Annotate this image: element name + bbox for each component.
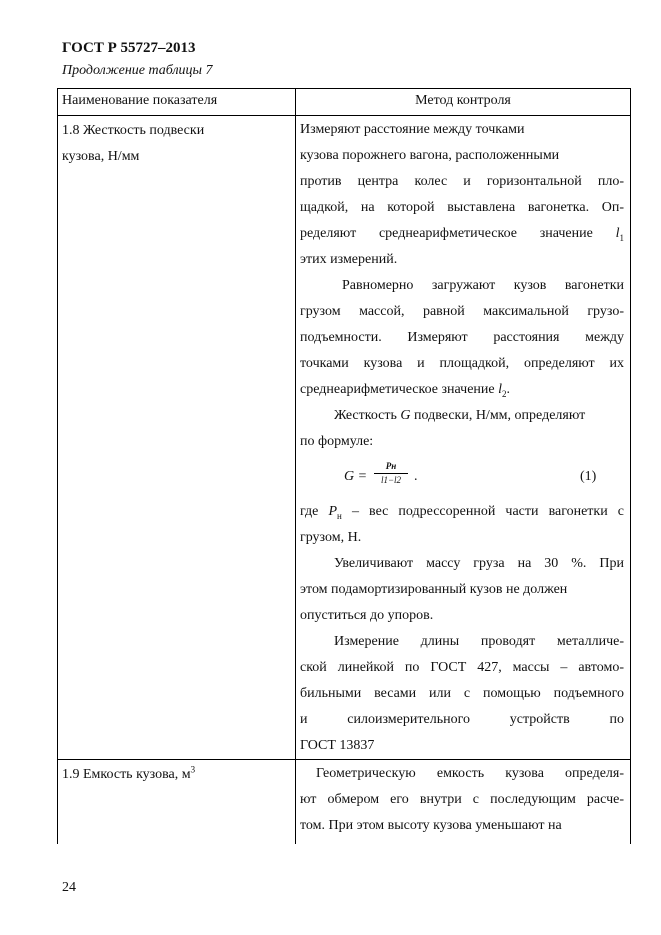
text-line: подъемности. Измеряют расстояния между	[300, 330, 624, 345]
text-line: и силоизмерительного устройств по	[300, 712, 624, 727]
column-header-indicator: Наименование показателя	[58, 89, 296, 116]
text-line: ской линейкой по ГОСТ 427, массы – автомо-	[300, 660, 624, 675]
table-row	[58, 116, 631, 760]
formula-number: (1)	[580, 469, 597, 484]
text-line	[300, 403, 624, 429]
text-line: опуститься до упоров.	[300, 608, 434, 623]
text-line: щадкой, на которой выставлена вагонетка. Оп-	[300, 200, 624, 215]
text-line: Увеличивают массу груза на 30 %. При	[334, 556, 624, 571]
text-line: Измеряют расстояние между точками	[300, 122, 525, 137]
text-span: – вес подрессоренной части вагонетки с	[351, 504, 625, 519]
text-line: ГОСТ 13837	[300, 738, 375, 753]
text-span: Жесткость	[334, 408, 397, 423]
control-methods-table	[57, 88, 631, 844]
text-span: среднеарифметическое значение	[300, 382, 495, 397]
text-line: Измерение длины проводят металличе-	[334, 634, 624, 649]
subscript: 1	[619, 232, 624, 243]
text-line: против центра колес и горизонтальной пло-	[300, 174, 624, 189]
text-line: по формуле:	[300, 434, 374, 449]
column-header-method: Метод контроля	[296, 89, 631, 116]
method-cell	[296, 760, 631, 845]
method-cell	[296, 116, 631, 760]
text-span: ределяют среднеарифметическое значение	[300, 226, 593, 241]
subscript: 2	[502, 388, 507, 399]
text-span: .	[506, 382, 511, 397]
formula-denominator: l1−l2	[380, 475, 402, 485]
indicator-name-line: кузова, Н/мм	[62, 149, 140, 164]
text-line: грузом, Н.	[300, 530, 362, 545]
text-line: кузова порожнего вагона, расположенными	[300, 148, 560, 163]
text-line: грузом массой, равной максимальной грузо-	[300, 304, 624, 319]
indicator-cell	[58, 760, 296, 845]
symbol-g: G	[400, 408, 411, 423]
formula-period: .	[414, 469, 418, 484]
indicator-cell	[58, 116, 296, 760]
text-line	[300, 221, 624, 247]
formula-lhs: G =	[344, 469, 368, 484]
symbol-p: P	[328, 504, 338, 519]
text-line: бильными весами или с помощью подъемного	[300, 686, 624, 701]
indicator-name-line: 1.8 Жесткость подвески	[62, 123, 205, 138]
text-line: том. При этом высоту кузова уменьшают на	[300, 818, 562, 833]
text-span: 1.9 Емкость кузова, м	[62, 767, 191, 782]
text-line: Геометрическую емкость кузова определя-	[316, 766, 624, 781]
table-continuation-caption: Продолжение таблицы 7	[62, 63, 213, 78]
text-line: этом подамортизированный кузов не должен	[300, 582, 568, 597]
text-span: где	[300, 504, 319, 519]
text-line: ют обмером его внутри с последующим расче-	[300, 792, 624, 807]
text-line: этих измерений.	[300, 252, 398, 267]
indicator-name-line	[62, 762, 295, 788]
page-number: 24	[62, 880, 76, 895]
text-line	[300, 499, 624, 525]
text-line: точками кузова и площадкой, определяют их	[300, 356, 624, 371]
symbol-l: l	[615, 226, 620, 241]
symbol-l: l	[498, 382, 503, 397]
superscript: 3	[190, 764, 196, 775]
table-row	[58, 760, 631, 845]
formula-numerator: Pн	[374, 461, 408, 474]
document-standard-number: ГОСТ Р 55727–2013	[62, 40, 196, 56]
text-span: подвески, Н/мм, определяют	[414, 408, 586, 423]
formula-1	[300, 455, 624, 499]
text-line	[300, 377, 624, 403]
table-header-row	[58, 89, 631, 116]
text-line: Равномерно загружают кузов вагонетки	[342, 278, 624, 293]
formula-fraction	[374, 461, 408, 486]
subscript: н	[337, 510, 342, 521]
